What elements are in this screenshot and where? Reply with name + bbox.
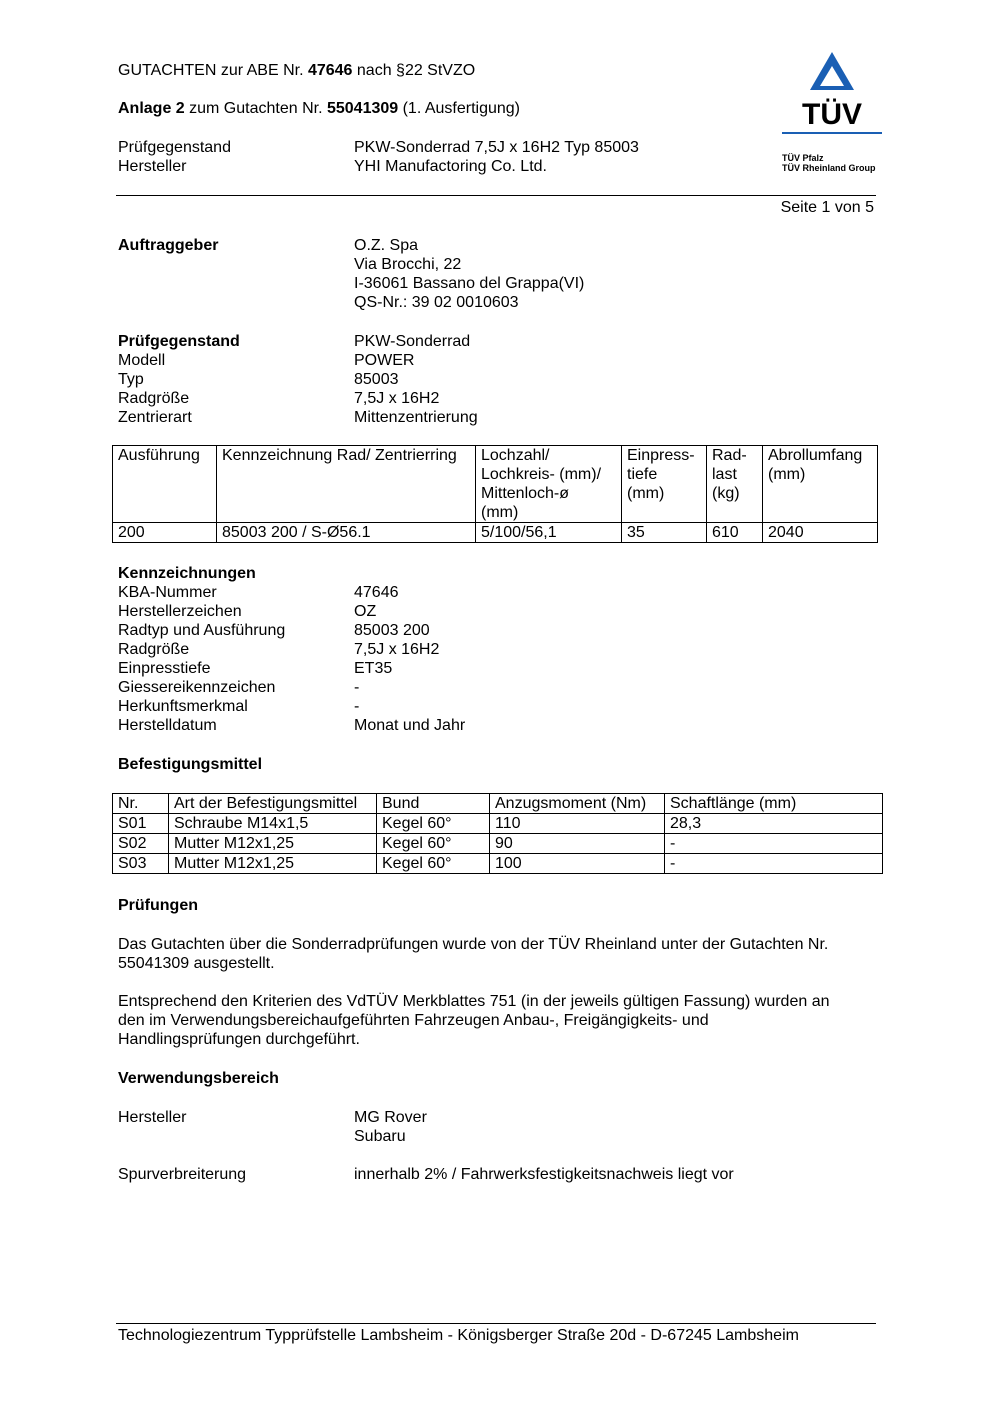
befestigung-heading: Befestigungsmittel (118, 756, 263, 773)
header-info (118, 138, 878, 176)
footer-address: Technologiezentrum Typprüfstelle Lambsheim - Königsberger Straße 20d - D-67245 Lambsheim (118, 1327, 799, 1344)
document-title (118, 61, 475, 80)
logo-brand: TÜV (802, 98, 862, 131)
title-text: GUTACHTEN zur ABE Nr. (118, 62, 308, 79)
info-row (118, 716, 878, 735)
info-key: Radgröße (118, 390, 190, 407)
gutachten-number: 55041309 (326, 100, 399, 117)
info-row (118, 351, 878, 370)
table-cell: - (665, 854, 883, 874)
info-key: Typ (118, 371, 144, 388)
auftraggeber-line: Via Brocchi, 22 (354, 256, 462, 273)
info-key: Hersteller (118, 1109, 187, 1126)
table-cell: - (665, 834, 883, 854)
info-value: 85003 200 (354, 622, 430, 639)
table-row (113, 834, 883, 854)
info-row (118, 370, 878, 389)
header-value: PKW-Sonderrad 7,5J x 16H2 Typ 85003 (354, 139, 639, 156)
info-key: Radgröße (118, 641, 190, 658)
paragraph-line: 55041309 ausgestellt. (118, 955, 275, 972)
info-value: Subaru (354, 1128, 406, 1145)
subtitle-suffix: (1. Ausfertigung) (398, 100, 520, 117)
info-value: 7,5J x 16H2 (354, 641, 440, 658)
info-key: KBA-Nummer (118, 584, 217, 601)
table-row (113, 814, 883, 834)
info-row (118, 1165, 878, 1184)
info-value: POWER (354, 352, 415, 369)
header-row (118, 138, 878, 157)
verwendung-hersteller (118, 1108, 878, 1146)
header-row (118, 157, 878, 176)
table-cell: 90 (490, 834, 665, 854)
auftraggeber-line: I-36061 Bassano del Grappa(VI) (354, 275, 585, 292)
info-key: Einpresstiefe (118, 660, 211, 677)
info-value: innerhalb 2% / Fahrwerksfestigkeitsnachweis liegt vor (354, 1166, 734, 1183)
info-row (118, 659, 878, 678)
table-header-row (113, 446, 878, 523)
info-value: OZ (354, 603, 377, 620)
ausfuehrung-table (112, 445, 878, 543)
verwendung-spur (118, 1165, 878, 1184)
auftraggeber-label: Auftraggeber (118, 237, 219, 254)
pruefgegenstand-label: Prüfgegenstand (118, 333, 240, 350)
header-key: Prüfgegenstand (118, 139, 231, 156)
table-cell: 5/100/56,1 (476, 523, 622, 543)
logo-line2: TÜV Rheinland Group (782, 163, 876, 173)
info-key: Zentrierart (118, 409, 192, 426)
pruefungen-paragraph-2 (118, 992, 878, 1049)
info-key: Herstellerzeichen (118, 603, 242, 620)
abe-number: 47646 (307, 62, 353, 79)
table-cell: 100 (490, 854, 665, 874)
info-row (118, 640, 878, 659)
info-row (118, 332, 878, 351)
table-cell: 85003 200 / S-Ø56.1 (217, 523, 476, 543)
info-key: Herkunftsmerkmal (118, 698, 248, 715)
table-header-cell: Abrollumfang (mm) (763, 446, 878, 523)
table-cell: 110 (490, 814, 665, 834)
info-row (118, 697, 878, 716)
auftraggeber-section (118, 236, 878, 312)
pruefungen-paragraph-1 (118, 935, 878, 973)
info-row (118, 255, 878, 274)
header-divider (116, 195, 876, 196)
page-number: Seite 1 von 5 (780, 199, 874, 216)
table-cell: Mutter M12x1,25 (169, 854, 377, 874)
info-key: Giessereikennzeichen (118, 679, 276, 696)
info-row (118, 1127, 878, 1146)
info-row (118, 583, 878, 602)
info-row (118, 621, 878, 640)
info-row (118, 408, 878, 427)
pruefgegenstand-section (118, 332, 878, 427)
header-value: YHI Manufactoring Co. Ltd. (354, 158, 547, 175)
info-row (118, 678, 878, 697)
paragraph-line: den im Verwendungsbereichaufgeführten Fahrzeugen Anbau-, Freigängigkeits- und (118, 1012, 709, 1029)
info-value: Monat und Jahr (354, 717, 466, 734)
auftraggeber-line: QS-Nr.: 39 02 0010603 (354, 294, 519, 311)
paragraph-line: Entsprechend den Kriterien des VdTÜV Merkblattes 751 (in der jeweils gültigen Fassung) wurden an (118, 993, 830, 1010)
table-cell: 610 (707, 523, 763, 543)
info-value: Mittenzentrierung (354, 409, 478, 426)
befestigung-table (112, 793, 883, 874)
info-value: - (354, 679, 360, 696)
pruefgegenstand-value: PKW-Sonderrad (354, 333, 471, 350)
table-cell: Kegel 60° (377, 814, 490, 834)
table-cell: Schraube M14x1,5 (169, 814, 377, 834)
info-row (118, 274, 878, 293)
table-header-cell: Rad- last (kg) (707, 446, 763, 523)
info-row (118, 602, 878, 621)
table-cell: Mutter M12x1,25 (169, 834, 377, 854)
info-value: 47646 (354, 584, 399, 601)
tuev-triangle-icon (782, 50, 882, 140)
table-header-cell: Schaftlänge (mm) (665, 794, 883, 814)
info-row (118, 389, 878, 408)
verwendung-heading: Verwendungsbereich (118, 1070, 279, 1087)
table-cell: Kegel 60° (377, 834, 490, 854)
table-header-cell: Anzugsmoment (Nm) (490, 794, 665, 814)
kennzeichnungen-label: Kennzeichnungen (118, 565, 256, 582)
table-header-cell: Art der Befestigungsmittel (169, 794, 377, 814)
info-value: ET35 (354, 660, 393, 677)
info-value: 7,5J x 16H2 (354, 390, 440, 407)
table-cell: S01 (113, 814, 169, 834)
table-cell: 35 (622, 523, 707, 543)
table-header-row (113, 794, 883, 814)
table-header-cell: Bund (377, 794, 490, 814)
table-header-cell: Nr. (113, 794, 169, 814)
anlage-label: Anlage 2 (118, 100, 185, 117)
title-suffix: nach §22 StVZO (352, 62, 476, 79)
footer-divider (116, 1323, 876, 1324)
paragraph-line: Handlingsprüfungen durchgeführt. (118, 1031, 360, 1048)
info-value: - (354, 698, 360, 715)
document-subtitle (118, 99, 520, 118)
paragraph-line: Das Gutachten über die Sonderradprüfungen wurde von der TÜV Rheinland unter der Gutachten Nr. (118, 936, 829, 953)
info-row (118, 293, 878, 312)
info-key: Modell (118, 352, 166, 369)
table-cell: S03 (113, 854, 169, 874)
info-row (118, 1108, 878, 1127)
table-cell: 28,3 (665, 814, 883, 834)
table-header-cell: Einpress- tiefe (mm) (622, 446, 707, 523)
info-value: 85003 (354, 371, 399, 388)
info-key: Radtyp und Ausführung (118, 622, 286, 639)
table-cell: Kegel 60° (377, 854, 490, 874)
subtitle-text: zum Gutachten Nr. (184, 100, 327, 117)
info-row (118, 564, 878, 583)
auftraggeber-line: O.Z. Spa (354, 237, 419, 254)
info-key: Herstelldatum (118, 717, 217, 734)
table-row (113, 854, 883, 874)
logo-line1: TÜV Pfalz (782, 153, 824, 163)
info-key: Spurverbreiterung (118, 1166, 247, 1183)
table-row (113, 523, 878, 543)
table-header-cell: Lochzahl/ Lochkreis- (mm)/ Mittenloch-ø (mm) (476, 446, 622, 523)
kennzeichnungen-section (118, 564, 878, 735)
info-row (118, 236, 878, 255)
table-header-cell: Kennzeichnung Rad/ Zentrierring (217, 446, 476, 523)
info-value: MG Rover (354, 1109, 427, 1126)
pruefungen-heading: Prüfungen (118, 897, 198, 914)
header-key: Hersteller (118, 158, 187, 175)
table-cell: S02 (113, 834, 169, 854)
table-cell: 200 (113, 523, 217, 543)
tuev-logo (782, 50, 882, 175)
table-cell: 2040 (763, 523, 878, 543)
table-header-cell: Ausführung (113, 446, 217, 523)
